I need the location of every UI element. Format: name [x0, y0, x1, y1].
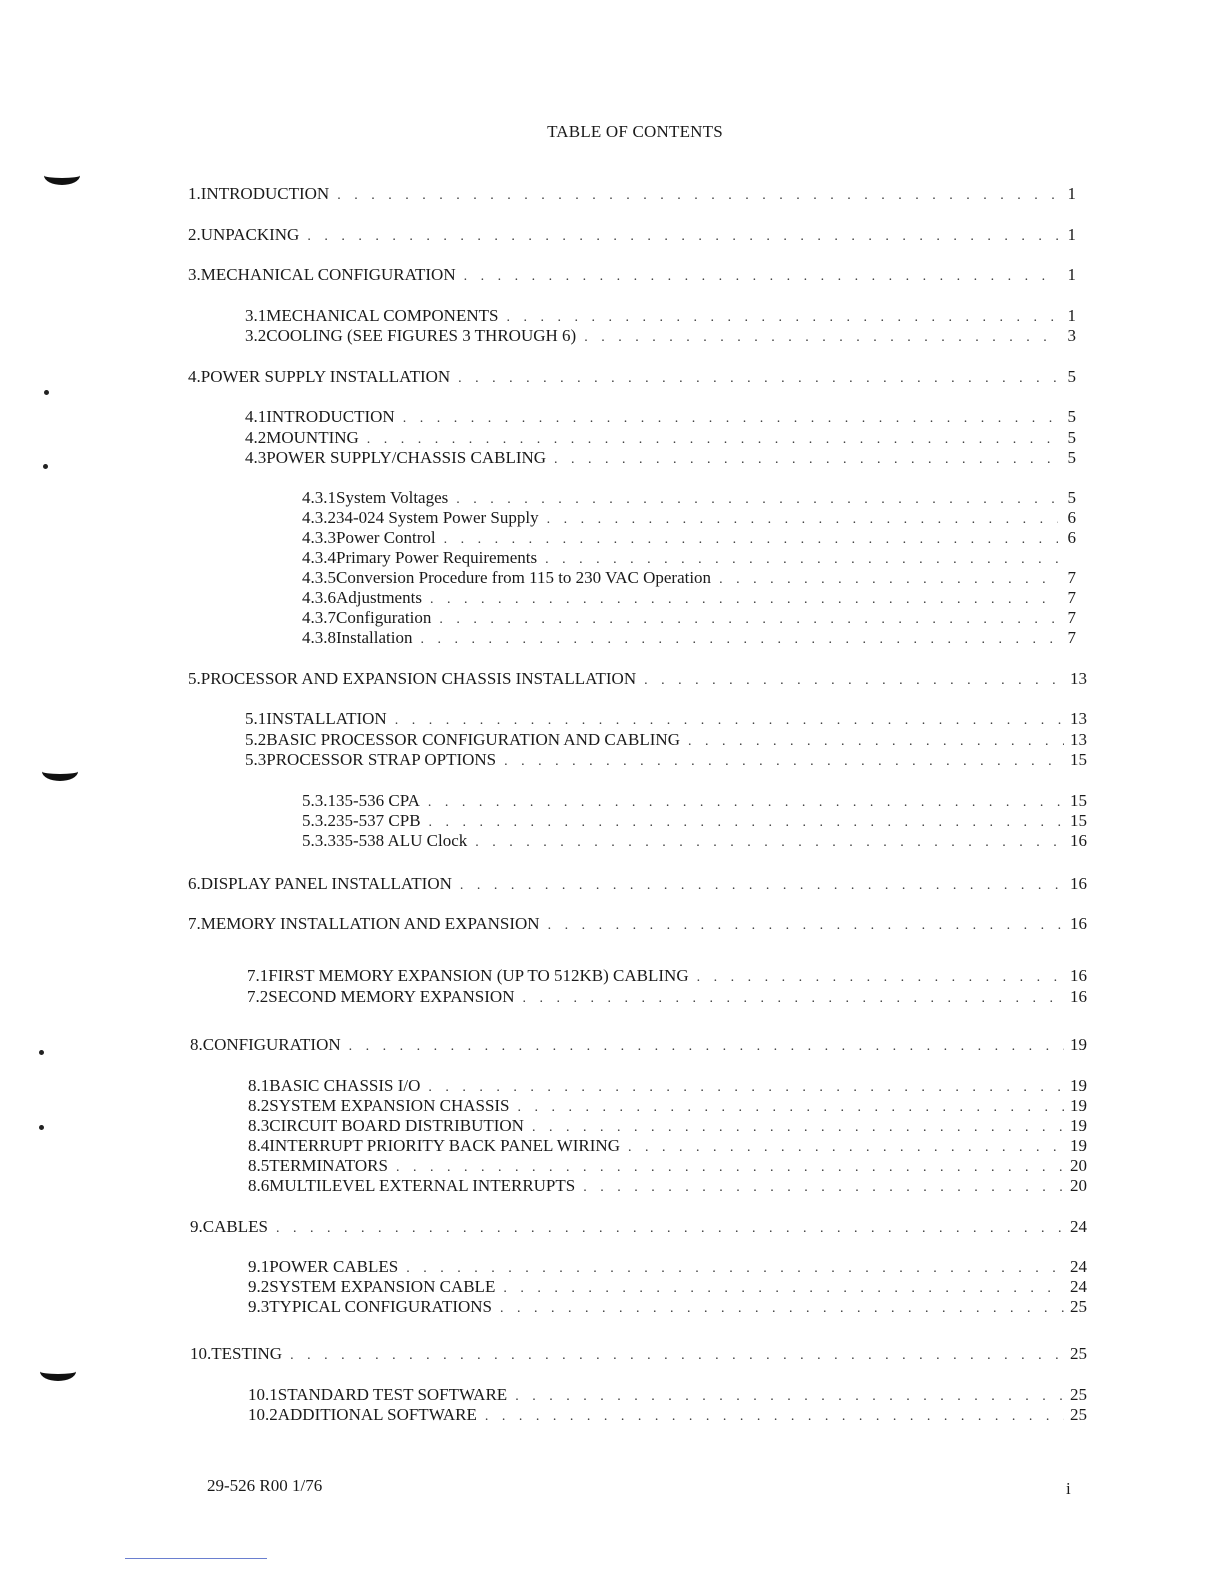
- dot-leader: [420, 629, 1058, 650]
- dot-leader: [500, 1298, 1064, 1319]
- toc-entry-label: FIRST MEMORY EXPANSION (UP TO 512KB) CABLING: [268, 966, 689, 985]
- toc-entry-page: 19: [1070, 1035, 1087, 1054]
- toc-entry-page: 13: [1070, 709, 1087, 728]
- toc-entry-label: ADDITIONAL SOFTWARE: [277, 1405, 477, 1424]
- toc-entry-number: 8.4: [248, 1136, 270, 1155]
- toc-entry[interactable]: [302, 830, 1087, 851]
- toc-entry-page: 25: [1070, 1405, 1087, 1424]
- dot-leader: [349, 1036, 1064, 1057]
- toc-entry-label: POWER SUPPLY/CHASSIS CABLING: [266, 448, 547, 467]
- toc-entry-number: 4.3: [245, 448, 267, 467]
- toc-entry-label: Conversion Procedure from 115 to 230 VAC Operation: [336, 568, 712, 587]
- dot-leader: [644, 670, 1064, 691]
- toc-entry[interactable]: [190, 1343, 1087, 1364]
- toc-entry[interactable]: [188, 913, 1087, 934]
- toc-entry-label: CONFIGURATION: [202, 1035, 341, 1054]
- dot-leader: [697, 967, 1064, 988]
- toc-entry-page: 5: [1067, 428, 1076, 447]
- toc-entry-label: TESTING: [211, 1344, 283, 1363]
- toc-entry-label: 34-024 System Power Supply: [336, 508, 539, 527]
- toc-entry-number: 10.: [190, 1344, 212, 1363]
- dot-leader: [464, 266, 1058, 287]
- toc-entry-label: Primary Power Requirements: [336, 548, 538, 567]
- toc-entry[interactable]: [190, 1216, 1087, 1237]
- toc-entry[interactable]: [188, 668, 1087, 689]
- toc-entry-page: 16: [1070, 966, 1087, 985]
- toc-entry-number: 7.1: [247, 966, 269, 985]
- toc-entry-label: System Voltages: [336, 488, 449, 507]
- toc-entry-page: 7: [1067, 588, 1076, 607]
- toc-entry-page: 5: [1067, 488, 1076, 507]
- toc-entry-number: 10.2: [248, 1405, 278, 1424]
- toc-entry-number: 4.3.2: [302, 508, 336, 527]
- toc-entry-number: 4.3.3: [302, 528, 336, 547]
- toc-entry-number: 8.1: [248, 1076, 270, 1095]
- toc-entry[interactable]: [188, 264, 1076, 285]
- dot-leader: [475, 832, 1064, 853]
- toc-entry[interactable]: [245, 447, 1076, 468]
- toc-entry-number: 4.3.4: [302, 548, 336, 567]
- toc-entry[interactable]: [302, 790, 1087, 811]
- toc-entry-page: 25: [1070, 1344, 1087, 1363]
- toc-entry-number: 4.3.7: [302, 608, 336, 627]
- toc-entry[interactable]: [302, 810, 1087, 831]
- bottom-rule-divider: [125, 1558, 267, 1559]
- toc-entry-page: 16: [1070, 914, 1087, 933]
- dot-leader: [276, 1218, 1064, 1239]
- toc-entry-page: 20: [1070, 1176, 1087, 1195]
- toc-entry[interactable]: [302, 507, 1076, 528]
- toc-entry[interactable]: [245, 708, 1087, 729]
- toc-entry-number: 8.2: [248, 1096, 270, 1115]
- toc-entry-page: 13: [1070, 669, 1087, 688]
- dot-leader: [583, 1177, 1064, 1198]
- toc-entry-number: 8.3: [248, 1116, 270, 1135]
- toc-entry[interactable]: [248, 1296, 1087, 1317]
- toc-entry-number: 5.2: [245, 730, 267, 749]
- dot-leader: [504, 751, 1064, 772]
- toc-entry[interactable]: [245, 305, 1076, 326]
- toc-entry[interactable]: [245, 427, 1076, 448]
- toc-entry[interactable]: [302, 627, 1076, 648]
- toc-entry-label: MOUNTING: [266, 428, 359, 447]
- toc-entry-number: 4.3.1: [302, 488, 336, 507]
- toc-entry-number: 3.1: [245, 306, 267, 325]
- toc-entry-page: 6: [1067, 528, 1076, 547]
- toc-entry-number: 5.3.3: [302, 831, 336, 850]
- toc-entry-page: 19: [1070, 1076, 1087, 1095]
- page-number: i: [1066, 1479, 1071, 1498]
- toc-entry-number: 9.1: [248, 1257, 270, 1276]
- toc-entry-label: INTRODUCTION: [266, 407, 395, 426]
- toc-entry-page: 1: [1067, 225, 1076, 244]
- toc-entry-page: 20: [1070, 1156, 1087, 1175]
- toc-entry-label: MECHANICAL CONFIGURATION: [200, 265, 456, 284]
- toc-entry-page: 15: [1070, 811, 1087, 830]
- toc-entry-page: 16: [1070, 987, 1087, 1006]
- toc-entry-label: STANDARD TEST SOFTWARE: [277, 1385, 508, 1404]
- dot-leader: [337, 185, 1058, 206]
- toc-entry-page: 25: [1070, 1297, 1087, 1316]
- toc-entry[interactable]: [302, 587, 1076, 608]
- toc-entry[interactable]: [245, 729, 1087, 750]
- toc-entry[interactable]: [247, 986, 1087, 1007]
- dot-leader: [290, 1345, 1064, 1366]
- toc-entry-page: 5: [1067, 448, 1076, 467]
- toc-entry-label: INTERRUPT PRIORITY BACK PANEL WIRING: [269, 1136, 620, 1155]
- toc-entry-label: SYSTEM EXPANSION CABLE: [269, 1277, 496, 1296]
- toc-entry-number: 5.3: [245, 750, 267, 769]
- toc-entry-page: 24: [1070, 1277, 1087, 1296]
- toc-entry-label: Configuration: [336, 608, 432, 627]
- dot-leader: [458, 368, 1058, 389]
- toc-entry-page: 5: [1067, 407, 1076, 426]
- toc-entry-page: 19: [1070, 1136, 1087, 1155]
- toc-entry[interactable]: [245, 325, 1076, 346]
- page-title: TABLE OF CONTENTS: [547, 122, 723, 141]
- toc-entry-label: POWER CABLES: [269, 1257, 399, 1276]
- toc-entry-page: 25: [1070, 1385, 1087, 1404]
- toc-entry[interactable]: [188, 183, 1076, 204]
- toc-entry-number: 4.3.8: [302, 628, 336, 647]
- toc-entry[interactable]: [188, 224, 1076, 245]
- toc-entry-page: 7: [1067, 568, 1076, 587]
- toc-entry-number: 3.: [188, 265, 201, 284]
- toc-entry-label: 35-537 CPB: [336, 811, 421, 830]
- toc-entry[interactable]: [190, 1034, 1087, 1055]
- toc-entry-number: 8.: [190, 1035, 203, 1054]
- toc-entry-label: MECHANICAL COMPONENTS: [266, 306, 499, 325]
- toc-entry-label: Adjustments: [336, 588, 422, 607]
- toc-entry[interactable]: [248, 1175, 1087, 1196]
- toc-entry-page: 5: [1067, 367, 1076, 386]
- toc-entry-page: 7: [1067, 628, 1076, 647]
- toc-entry-label: MULTILEVEL EXTERNAL INTERRUPTS: [269, 1176, 576, 1195]
- toc-entry-label: Installation: [336, 628, 413, 647]
- toc-entry-number: 9.3: [248, 1297, 270, 1316]
- toc-entry-label: DISPLAY PANEL INSTALLATION: [200, 874, 452, 893]
- toc-entry[interactable]: [248, 1075, 1087, 1096]
- toc-entry[interactable]: [245, 749, 1087, 770]
- toc-entry-number: 8.5: [248, 1156, 270, 1175]
- toc-entry-number: 3.2: [245, 326, 267, 345]
- document-code: 29-526 R00 1/76: [207, 1476, 323, 1495]
- toc-entry-label: TERMINATORS: [269, 1156, 388, 1175]
- toc-entry-number: 6.: [188, 874, 201, 893]
- toc-entry-label: CABLES: [202, 1217, 268, 1236]
- toc-entry-number: 5.3.1: [302, 791, 336, 810]
- toc-entry-page: 3: [1067, 326, 1076, 345]
- toc-entry[interactable]: [302, 607, 1076, 628]
- dot-leader: [522, 988, 1064, 1009]
- toc-entry-page: 19: [1070, 1116, 1087, 1135]
- dot-leader: [307, 226, 1058, 247]
- toc-entry-page: 6: [1067, 508, 1076, 527]
- toc-entry-label: 35-536 CPA: [336, 791, 420, 810]
- toc-entry[interactable]: [188, 366, 1076, 387]
- toc-entry-number: 5.1: [245, 709, 267, 728]
- toc-entry[interactable]: [247, 965, 1087, 986]
- toc-entry-page: 24: [1070, 1257, 1087, 1276]
- toc-entry-page: 1: [1067, 184, 1076, 203]
- toc-entry-page: 7: [1067, 608, 1076, 627]
- toc-entry-page: 1: [1067, 306, 1076, 325]
- toc-entry[interactable]: [302, 487, 1076, 508]
- toc-entry[interactable]: [245, 406, 1076, 427]
- toc-entry-number: 10.1: [248, 1385, 278, 1404]
- toc-entry-number: 1.: [188, 184, 201, 203]
- toc-entry-number: 4.2: [245, 428, 267, 447]
- toc-entry-page: 24: [1070, 1217, 1087, 1236]
- toc-entry[interactable]: [302, 547, 1076, 568]
- toc-entry-number: 9.: [190, 1217, 203, 1236]
- toc-entry-number: 8.6: [248, 1176, 270, 1195]
- toc-entry-label: SECOND MEMORY EXPANSION: [268, 987, 515, 1006]
- toc-entry-number: 4.: [188, 367, 201, 386]
- dot-leader: [460, 875, 1064, 896]
- toc-entry-number: 4.3.6: [302, 588, 336, 607]
- toc-entry-label: TYPICAL CONFIGURATIONS: [269, 1297, 492, 1316]
- toc-entry-number: 5.: [188, 669, 201, 688]
- toc-entry-label: Power Control: [336, 528, 436, 547]
- toc-entry[interactable]: [248, 1095, 1087, 1116]
- toc-entry-label: 35-538 ALU Clock: [336, 831, 468, 850]
- toc-entry-label: PROCESSOR AND EXPANSION CHASSIS INSTALLATION: [200, 669, 637, 688]
- toc-entry[interactable]: [248, 1115, 1087, 1136]
- toc-entry-label: COOLING (SEE FIGURES 3 THROUGH 6): [266, 326, 577, 345]
- toc-entry-number: 5.3.2: [302, 811, 336, 830]
- toc-entry-number: 7.: [188, 914, 201, 933]
- toc-entry[interactable]: [248, 1384, 1087, 1405]
- toc-entry-label: MEMORY INSTALLATION AND EXPANSION: [200, 914, 540, 933]
- toc-entry-label: CIRCUIT BOARD DISTRIBUTION: [269, 1116, 524, 1135]
- toc-entry-label: BASIC CHASSIS I/O: [269, 1076, 421, 1095]
- toc-entry-page: 19: [1070, 1096, 1087, 1115]
- toc-entry-page: 15: [1070, 750, 1087, 769]
- toc-entry-number: 7.2: [247, 987, 269, 1006]
- toc-entry-page: 16: [1070, 874, 1087, 893]
- dot-leader: [395, 710, 1064, 731]
- dot-leader: [403, 408, 1058, 429]
- toc-entry[interactable]: [302, 527, 1076, 548]
- toc-entry-page: 15: [1070, 791, 1087, 810]
- toc-entry-page: 16: [1070, 831, 1087, 850]
- toc-entry[interactable]: [248, 1404, 1087, 1425]
- toc-entry[interactable]: [188, 873, 1087, 894]
- dot-leader: [554, 449, 1058, 470]
- toc-entry-number: 2.: [188, 225, 201, 244]
- toc-entry-number: 4.1: [245, 407, 267, 426]
- toc-entry-label: PROCESSOR STRAP OPTIONS: [266, 750, 497, 769]
- toc-entry-page: 1: [1067, 265, 1076, 284]
- toc-entry[interactable]: [248, 1135, 1087, 1156]
- toc-entry-label: INTRODUCTION: [200, 184, 330, 203]
- toc-entry-label: POWER SUPPLY INSTALLATION: [200, 367, 451, 386]
- toc-entry-label: UNPACKING: [200, 225, 300, 244]
- toc-entry[interactable]: [302, 567, 1076, 588]
- dot-leader: [548, 915, 1064, 936]
- toc-entry-label: BASIC PROCESSOR CONFIGURATION AND CABLING: [266, 730, 680, 749]
- dot-leader: [485, 1406, 1064, 1427]
- toc-entry-label: SYSTEM EXPANSION CHASSIS: [269, 1096, 510, 1115]
- toc-entry-number: 4.3.5: [302, 568, 336, 587]
- toc-entry-label: INSTALLATION: [266, 709, 387, 728]
- dot-leader: [584, 327, 1058, 348]
- toc-entry[interactable]: [248, 1256, 1087, 1277]
- toc-entry-page: 13: [1070, 730, 1087, 749]
- toc-entry-number: 9.2: [248, 1277, 270, 1296]
- toc-entry[interactable]: [248, 1276, 1087, 1297]
- toc-entry[interactable]: [248, 1155, 1087, 1176]
